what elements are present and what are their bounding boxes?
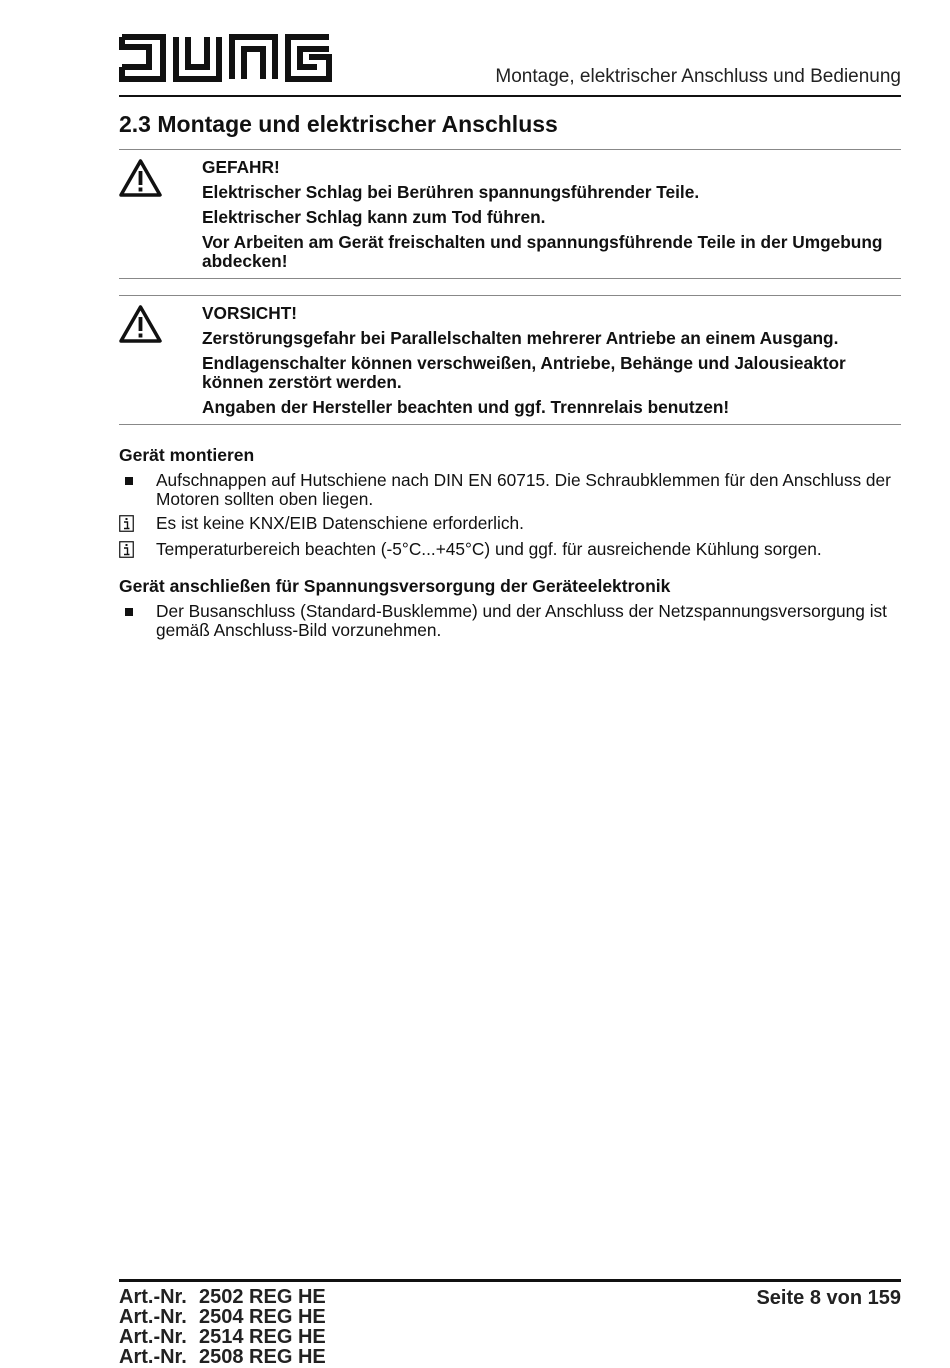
subheading-mount: Gerät montieren bbox=[119, 445, 255, 465]
page-number: Seite 8 von 159 bbox=[756, 1287, 901, 1309]
warning-triangle-icon bbox=[119, 158, 162, 198]
article-number-row bbox=[119, 1327, 326, 1347]
list-item-text: Es ist keine KNX/EIB Datenschiene erforderlich. bbox=[156, 513, 524, 533]
warning-line: Elektrischer Schlag kann zum Tod führen. bbox=[202, 207, 546, 227]
warning-label: GEFAHR! bbox=[202, 157, 280, 177]
header-title: Montage, elektrischer Anschluss und Bedienung bbox=[495, 66, 901, 87]
warning-box-danger bbox=[119, 149, 901, 279]
article-number-row bbox=[119, 1287, 326, 1307]
warning-triangle-icon bbox=[119, 304, 162, 344]
info-icon bbox=[119, 515, 134, 532]
article-label: Art.-Nr. bbox=[119, 1346, 187, 1368]
article-number: 2504 REG HE bbox=[199, 1306, 326, 1328]
list-item-text: Aufschnappen auf Hutschiene nach DIN EN 60715. Die Schraubklemmen für den Anschluss der Motoren sollten oben liegen. bbox=[156, 470, 891, 509]
list-item-text: Temperaturbereich beachten (-5°C...+45°C) und ggf. für ausreichende Kühlung sorgen. bbox=[156, 539, 822, 559]
article-number: 2508 REG HE bbox=[199, 1346, 326, 1368]
article-number-row bbox=[119, 1347, 326, 1367]
section-title: 2.3 Montage und elektrischer Anschluss bbox=[119, 111, 558, 137]
warning-line: Zerstörungsgefahr bei Parallelschalten mehrerer Antriebe an einem Ausgang. bbox=[202, 328, 839, 348]
article-label: Art.-Nr. bbox=[119, 1286, 187, 1308]
warning-line: Angaben der Hersteller beachten und ggf. Trennrelais benutzen! bbox=[202, 397, 730, 417]
article-number: 2502 REG HE bbox=[199, 1286, 326, 1308]
warning-label: VORSICHT! bbox=[202, 303, 298, 323]
square-bullet-icon bbox=[125, 608, 133, 616]
article-number-row bbox=[119, 1307, 326, 1327]
article-number: 2514 REG HE bbox=[199, 1326, 326, 1348]
article-label: Art.-Nr. bbox=[119, 1326, 187, 1348]
footer-divider bbox=[119, 1279, 901, 1282]
jung-logo bbox=[119, 33, 332, 85]
article-label: Art.-Nr. bbox=[119, 1306, 187, 1328]
subheading-connect: Gerät anschließen für Spannungsversorgung der Geräteelektronik bbox=[119, 576, 671, 596]
list-item-text: Der Busanschluss (Standard-Busklemme) und der Anschluss der Netzspannungsversorgung ist gemäß Anschluss-Bild vorzunehmen. bbox=[156, 601, 887, 640]
article-numbers bbox=[119, 1287, 326, 1367]
warning-line: Endlagenschalter können verschweißen, Antriebe, Behänge und Jalousieaktor können zerstört werden. bbox=[202, 353, 846, 392]
warning-line: Vor Arbeiten am Gerät freischalten und spannungsführende Teile in der Umgebung abdecken! bbox=[202, 232, 883, 271]
warning-line: Elektrischer Schlag bei Berühren spannungsführender Teile. bbox=[202, 182, 700, 202]
info-icon bbox=[119, 541, 134, 558]
warning-box-caution bbox=[119, 295, 901, 425]
header-divider bbox=[119, 95, 901, 97]
square-bullet-icon bbox=[125, 477, 133, 485]
